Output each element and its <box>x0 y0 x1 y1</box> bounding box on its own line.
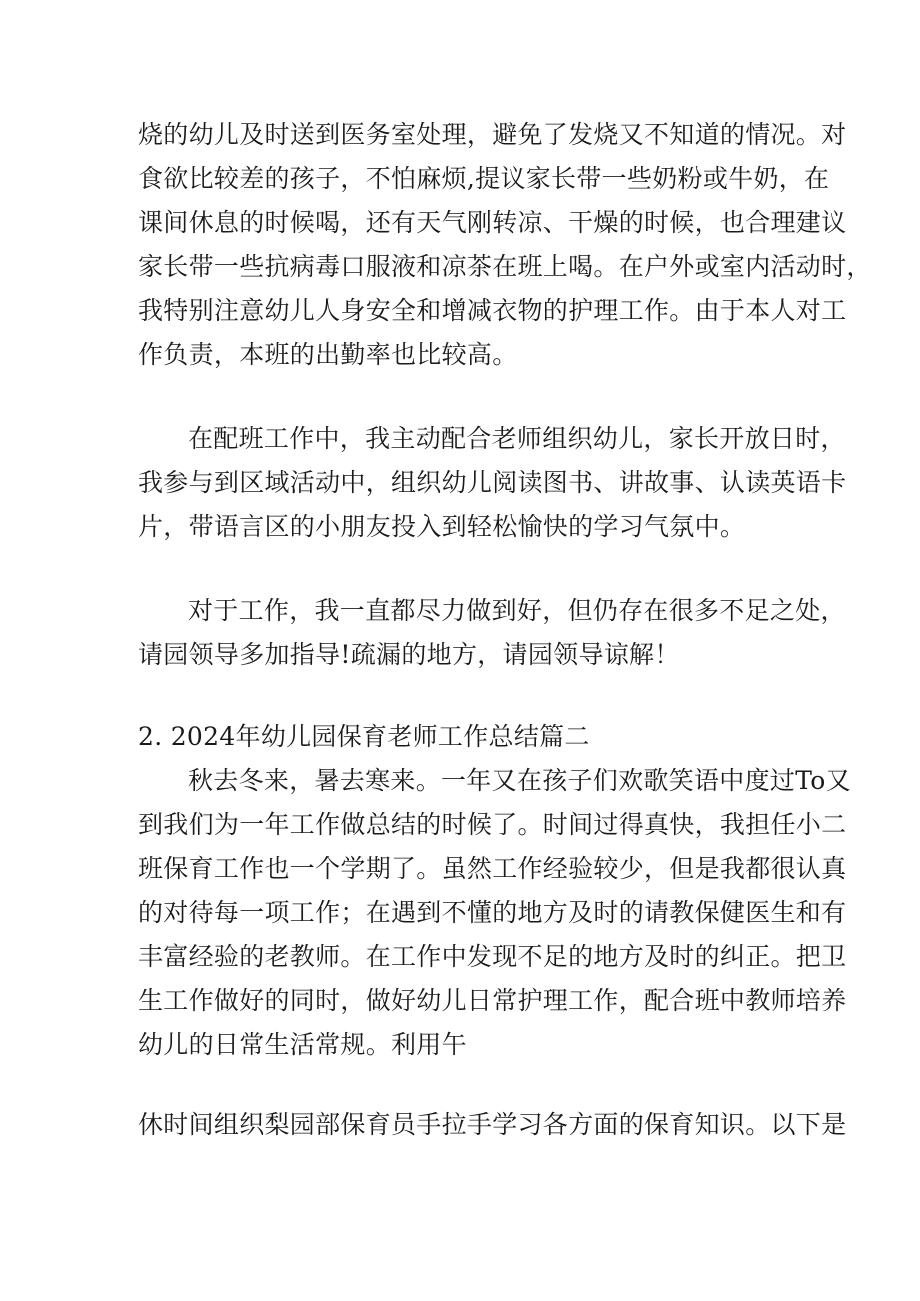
paragraph-line: 我特别注意幼儿人身安全和增减衣物的护理工作。由于本人对工 <box>138 296 847 325</box>
paragraph-line: 班保育工作也一个学期了。虽然工作经验较少，但是我都很认真 <box>138 854 847 883</box>
paragraph-line: 在配班工作中，我主动配合老师组织幼儿，家长开放日时， <box>188 424 846 453</box>
paragraph-line: 片，带语言区的小朋友投入到轻松愉快的学习气氛中。 <box>138 512 746 541</box>
paragraph-line: 请园领导多加指导!疏漏的地方，请园领导谅解！ <box>138 640 680 669</box>
paragraph-line: 生工作做好的同时，做好幼儿日常护理工作，配合班中教师培养 <box>138 986 847 1015</box>
section-heading: 2. 2024年幼儿园保育老师工作总结篇二 <box>138 722 590 751</box>
paragraph-line: 烧的幼儿及时送到医务室处理，避免了发烧又不知道的情况。对 <box>138 120 847 149</box>
paragraph-line: 我参与到区域活动中，组织幼儿阅读图书、讲故事、认读英语卡 <box>138 468 847 497</box>
paragraph-line: 秋去冬来，暑去寒来。一年又在孩子们欢歌笑语中度过To又 <box>188 766 851 795</box>
paragraph-line: 食欲比较差的孩子，不怕麻烦,提议家长带一些奶粉或牛奶，在 <box>138 164 830 193</box>
paragraph-line: 幼儿的日常生活常规。利用午 <box>138 1030 467 1059</box>
paragraph-line: 作负责，本班的出勤率也比较高。 <box>138 340 518 369</box>
paragraph-line: 到我们为一年工作做总结的时候了。时间过得真快，我担任小二 <box>138 810 847 839</box>
paragraph-line: 丰富经验的老教师。在工作中发现不足的地方及时的纠正。把卫 <box>138 942 847 971</box>
paragraph-line: 家长带一些抗病毒口服液和凉茶在班上喝。在户外或室内活动时， <box>138 252 872 281</box>
paragraph-line: 课间休息的时候喝，还有天气刚转凉、干燥的时候，也合理建议 <box>138 208 847 237</box>
paragraph-line: 对于工作，我一直都尽力做到好，但仍存在很多不足之处， <box>188 596 846 625</box>
paragraph-line: 休时间组织梨园部保育员手拉手学习各方面的保育知识。以下是 <box>138 1110 847 1139</box>
paragraph-line: 的对待每一项工作；在遇到不懂的地方及时的请教保健医生和有 <box>138 898 847 927</box>
